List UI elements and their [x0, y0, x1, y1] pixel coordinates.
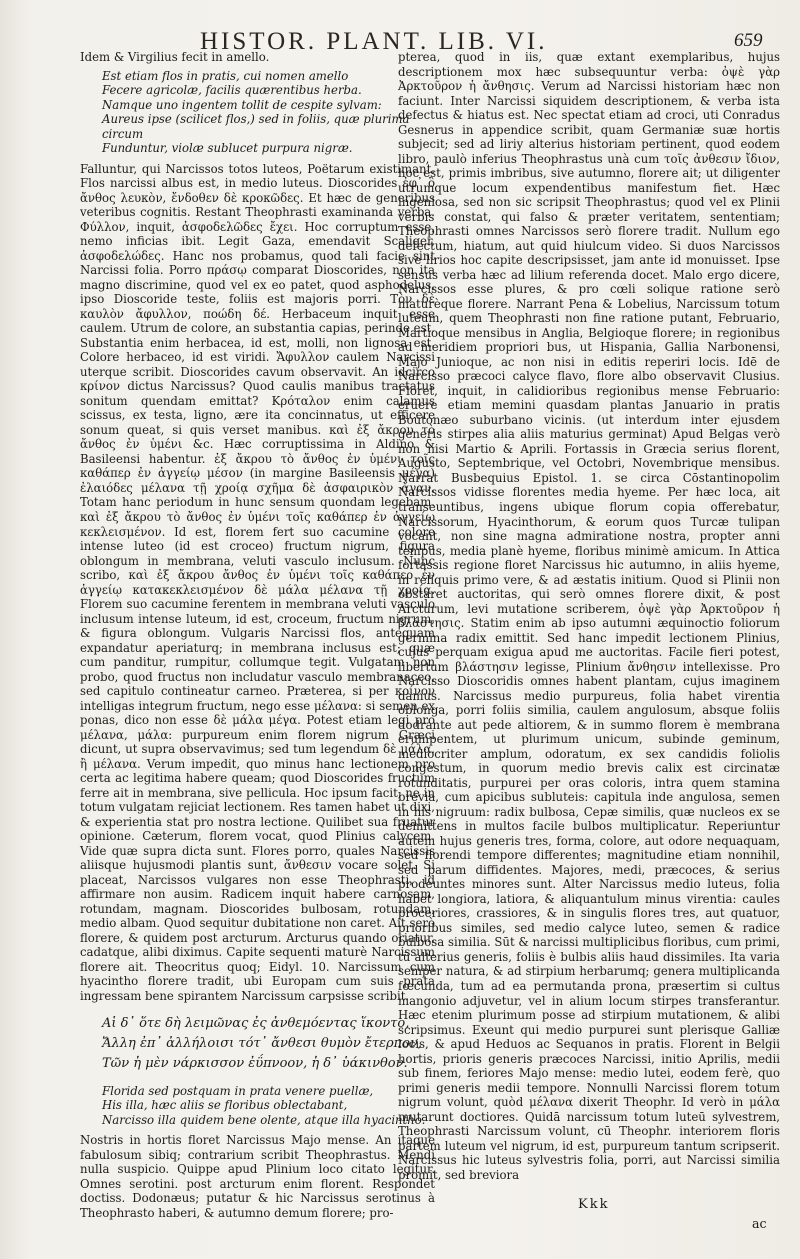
greek-verse-line: Ἄλλη ἐπ᾽ ἀλλήλοισι τότ᾽ ἄνθεσι θυμὸν ἔτερπον,: [102, 1035, 423, 1051]
verse-line: Florida sed postquam in prata venere puellæ,: [102, 1083, 374, 1098]
verse-line: Est etiam flos in pratis, cui nomen amello: [102, 68, 349, 83]
signature-mark: Kkk: [578, 1197, 610, 1212]
verse-line: Aureus ipse (scilicet flos,) sed in foliis, quæ plurima circum: [102, 112, 410, 141]
latin-verse-2: [80, 1084, 435, 1128]
catchword: ac: [752, 1216, 767, 1231]
right-column: [398, 50, 780, 1182]
lead-line: Idem & Virgilius fecit in amello.: [80, 50, 270, 64]
greek-verse-line: Τῶν ἡ μὲν νάρκισσον ἐΰπνοον, ἡ δ᾽ ὑάκινθον.: [102, 1055, 408, 1071]
running-head: HISTOR. PLANT. LIB. VI.: [200, 28, 548, 55]
paragraph: Falluntur, qui Narcissos totos luteos, Poëtarum existimant. Flos narcissi albus est, in medio luteus. Dioscorides ἐφ᾽ ὃ ἄνθος λευκὸν, ἔνδοθεν δὲ κροκῶδες. Et hæc de generibus veteribus cognitis. Restant Theophrasti examinanda verba. Φύλλον, inquit, ἀσφοδελῶδες ἔχει. Hoc corruptum esse, nemo inficias ibit. Legit Gaza, emendavit Scaliger, ἀσφοδελώδες. Hanc nos probamus, quod tali facie sint Narcissi folia. Porro πράσῳ comparat Dioscorides, non ita magno discrimine, quod vel ex eo patet, quod asphodelus, ipso Dioscoride teste, foliis est majoris porri. Τὸν δὲ καυλὸν ἄφυλλον, ποώδη δέ. Herbaceum inquit esse caulem. Utrum de colore, an substantia capias, perinde est. Substantia enim herbacea, id est, molli, non lignosa est. Colore herbaceo, id est viridi. Ἄφυλλον caulem Narcissi uterque scribit. Dioscorides cavum observavit. An idcirco κρίνον dictus Narcissus? Quod caulis manibus tractatus sonitum quendam emittat? Κρόταλον enim calamus scissus, ex testa, ligno, ære ita concinnatus, ut efficere sonum queat, si quis verset manibus. καὶ ἐξ ἄκρου τὸ ἄνθος ἐν ὑμένι &c. Hæc corruptissima in Aldino & Basileensi habentur. ἐξ ἄκρου τὸ ἄνθος ἐν ὑμένι τοῖς καθάπερ ἐν ἀγγείῳ μέσον (in margine Basileensis μέγα) ἐλαιόδες μέλανα τῇ χροίᾳ σχῆμα δὲ ἀσφαιρικὸν ἄγαν. Totam hanc periodum in hunc sensum quondam legebam. καὶ ἐξ ἄκρου τὸ ἄνθος ἐν ὑμένι τοῖς καθάπερ ἐν ἀγγείῳ κεκλεισμένον. Id est, florem fert suo cacumine colore intense luteo (id est croceo) fructum nigrum, figura oblongum in membrana, veluti vasculo inclusum. Nunc scribo, καὶ ἐξ ἄκρου ἄνθος ἐν ὑμένι τοῖς καθάπερ ἐν ἀγγείῳ κατακεκλεισμένον δὲ μάλα μέλανα τῇ χροίᾳ. Florem suo cacumine ferentem in membrana veluti vasculo inclusum intense luteum, id est, croceum, fructum nigrum, & figura oblongum. Vulgaris Narcissi flos, antequam expandatur aperiaturq; in membrana inclusus est; quæ cum panditur, rumpitur, collumque tegit. Vulgatam non probo, quod fructus non includatur vasculo membranaceo, sed capitulo contineatur carneo. Præterea, si per κρίνον intelligas integrum fructum, nego esse μέλανα: si semen ex ponas, dico non esse δὲ μάλα μέγα. Potest etiam legi pro μέλανα, μάλα: purpureum enim florem nigrum Græci dicunt, ut supra observavimus; sed tum legendum δὲ μάλα. ἢ μέλανα. Verum impedit, quo minus hanc lectionem pro certa ac legitima habere queam; quod Dioscorides fructum ferre ait in membrana, sive pellicula. Hoc ipsum facit, ne in totum vulgatam rejiciat lectionem. Res tamen habet ut dixi, & experientia stat pro nostra lectione. Quilibet sua fruatur opinione. Cæterum, florem vocat, quod Plinius calycem. Vide quæ supra dicta sunt. Flores porro, quales Narcissis aliisque hujusmodi plantis sunt, ἄνθεσιν vocare solet. Si placeat, Narcissos vulgares non esse Theophrasti, id affirmare non ausim. Radicem inquit habere carnosam, rotundam, magnam. Dioscorides bulbosam, rotundam, medio albam. Quod sequitur dubitatione non caret. Ait serò florere, & quidem post arcturum. Arcturus quando oriatur, cadatque, alibi diximus. Capite sequenti maturè Narcissum florere ait. Theocritus quoq; Eidyl. 10. Narcissum cum hyacintho florere tradit, ubi Europam cum suis prata ingressam bene spirantem Narcissum carpsisse scribit.: [80, 161, 435, 1003]
greek-verse: [80, 1014, 435, 1074]
latin-verse-1: [80, 69, 435, 156]
verse-line: Namque uno ingentem tollit de cespite sylvam:: [102, 97, 382, 112]
paragraph: pterea, quod in iis, quæ extant exemplaribus, hujus descriptionem mox hæc subsequuntur verba: ὀψὲ γὰρ Ἀρκτοῦρον ἡ ἄνθησις. Verum ad Narcissi historiam hæc non faciunt. Inter Narcissi siquidem descriptionem, & verba ista defectus & hiatus est. Nec spectat etiam ad croci, uti Conradus Gesnerus in appendice scribit, quam Germaniæ suæ hortis subjecit; sed ad liriy alterius historiam pertinent, quod eodem libro, paulò inferius Theophrastus unà cum τοῖς ἀνθεσιν ἴδιον, hoc est, primis imbribus, sive autumno, florere ait; ut diligenter utrumque locum expendentibus manifestum fiet. Hæc ingeniosa, sed non sic scripsit Theophrastus; quod vel ex Plinii verbis constat, qui falso & præter veritatem, sententiam; Theophrasti omnes Narcissos serò florere tradit. Nullum ego defectum, hiatum, aut quid hiulcum video. Si duos Narcissos sive lirios hoc capite descripsisset, jam ante id monuisset. Ipse sensus verba hæc ad lilium referenda docet. Malo ergo dicere, Narcissos esse plures, & pro cœli solique ratione serò maturèque florere. Narrant Pena & Lobelius, Narcissum totum luteum, quem Theophrasti non fine ratione putant, Februario, Martioque mensibus in Anglia, Belgioque florere; in regionibus ad meridiem propriori bus, ut Hispania, Gallia Narbonensi, Majo Junioque, ac non nisi in editis reperiri locis. Idē de Narcisso præcoci calyce flavo, flore albo observavit Clusius. Floret, inquit, in calidioribus regionibus mense Februario: eruere etiam memini quasdam plantas Januario in pratis Boutonæo suburbano vicinis. (ut interdum inter ejusdem generis stirpes alia aliis maturius germinat) Apud Belgas verò non nisi Martio & Aprili. Fortassis in Græcia serius florent, Augusto, Septembrique, vel Octobri, Novembrique mensibus. Narrat Busbequius Epistol. 1. se circa Cōstantinopolim Narcissos vidisse florentes media hyeme. Per hæc loca, ait transeuntibus, ingens ubique florum copia offerebatur, Narcissorum, Hyacinthorum, & eorum quos Turcæ tulipan vocant, non sine magna admiratione nostra, propter anni tempus, media planè hyeme, floribus minimè amicum. In Attica fortassis regione floret Narcissus hic autumno, in aliis hyeme, in reliquis primo vere, & ad æstatis initium. Quod si Plinii non obstaret auctoritas, qui serò omnes florere dixit, & post Arcturum, levi mutatione scriberem, ὀψὲ γὰρ Ἀρκτοῦρον ἡ βλάστησις. Statim enim ab ipso autumni æquinoctio foliorum germina radix emittit. Sed hanc impedit lectionem Plinius, cujus perquam exigua apud me auctoritas. Facile fieri potest, libertum βλάστησιν legisse, Plinium ἄνθησιν intellexisse. Pro Narcisso Dioscoridis omnes habent plantam, cujus imaginem damus. Narcissus medio purpureus, folia habet virentia oblonga, porri foliis similia, caulem angulosum, absque foliis dodrante aut pede altiorem, & in summo florem è membrana erumpentem, ut plurimum unicum, subinde geminum, mediocriter amplum, odoratum, ex sex candidis foliolis congestum, in quorum medio brevis calix est circinatæ rotunditatis, purpurei per oras coloris, intra quem stamina brevia, cum apicibus subluteis: capitula inde angulosa, semen in his nigruum: radix bulbosa, Cepæ similis, quæ nucleos ex se demittens in multos facile bulbos multiplicatur. Reperiuntur autem hujus generis tres, forma, colore, aut odore nequaquam, sed florendi tempore differentes; magnitudine etiam nonnihil, sed parum diffidentes. Majores, medi, præcoces, & serius prodeuntes minores sunt. Alter Narcissus medio luteus, folia habet longiora, latiora, & aliquantulum minus virentia: caules proceriores, crassiores, & in singulis flores tres, aut quatuor, prioribus similes, sed medio calyce luteo, semen & radice bulbosa similia. Sūt & narcissi multiplicibus floribus, cum primi, tū alterius generis, foliis è bulbis aliis haud dissimiles. Ita varia semper natura, & ad stirpium herbarumq; genera multiplicanda fœcunda, tum ad ea permutanda prona, præsertim si cultus mangonio adjuvetur, vel in alium locum stirpes transferantur. Hæc etenim plurimum posse ad stirpium mutationem, & alibi scripsimus. Exeunt qui medio purpurei sunt plerisque Galliæ locis, & apud Heduos ac Sequanos in pratis. Florent in Belgii hortis, prioris generis præcoces Narcissi, initio Aprilis, medii sub finem, feriores Majo mense: medio lutei, eodem ferè, quo primi generis medii tempore. Nonnulli Narcissi florem totum nigrum volunt, quòd μέλανα dixerit Theophr. Id verò in μάλα mutarunt doctiores. Quidā narcissum totum luteū sylvestrem, Theophrasti Narcissum volunt, cū Theophr. interiorem floris partem luteum vel nigrum, id est, purpureum tantum scripserit. Narcissus hic luteus sylvestris folia, porri, aut Narcissi similia promit, sed breviora: [398, 50, 780, 1182]
verse-line: His illa, hæc aliis se floribus oblectabant,: [102, 1098, 348, 1113]
page-header: [0, 22, 800, 55]
verse-line: Narcisso illa quidem bene olente, atque illa hyacintho.: [102, 1112, 426, 1127]
paragraph: Nostris in hortis floret Narcissus Majo mense. An itaque fabulosum sibiq; contrarium scribit Theophrastus. Mendi nulla suspicio. Quippe apud Plinium loco citato legitur. Omnes serotini. post arcturum enim florent. Respondet doctiss. Dodonæus; putatur & hic Narcissus serotinus à Theophrasto haberi, & autumno demum florere; pro-: [80, 1133, 435, 1220]
left-column: [80, 50, 435, 1220]
verse-line: Funduntur, violæ sublucet purpura nigræ.: [102, 141, 353, 156]
verse-line: Fecere agricolæ, facilis quærentibus herba.: [102, 83, 362, 98]
greek-verse-line: Αἱ δ᾽ ὅτε δὴ λειμῶνας ἐς ἀνθεμόεντας ἵκοντο,: [102, 1015, 410, 1031]
page-number: 659: [734, 30, 763, 51]
